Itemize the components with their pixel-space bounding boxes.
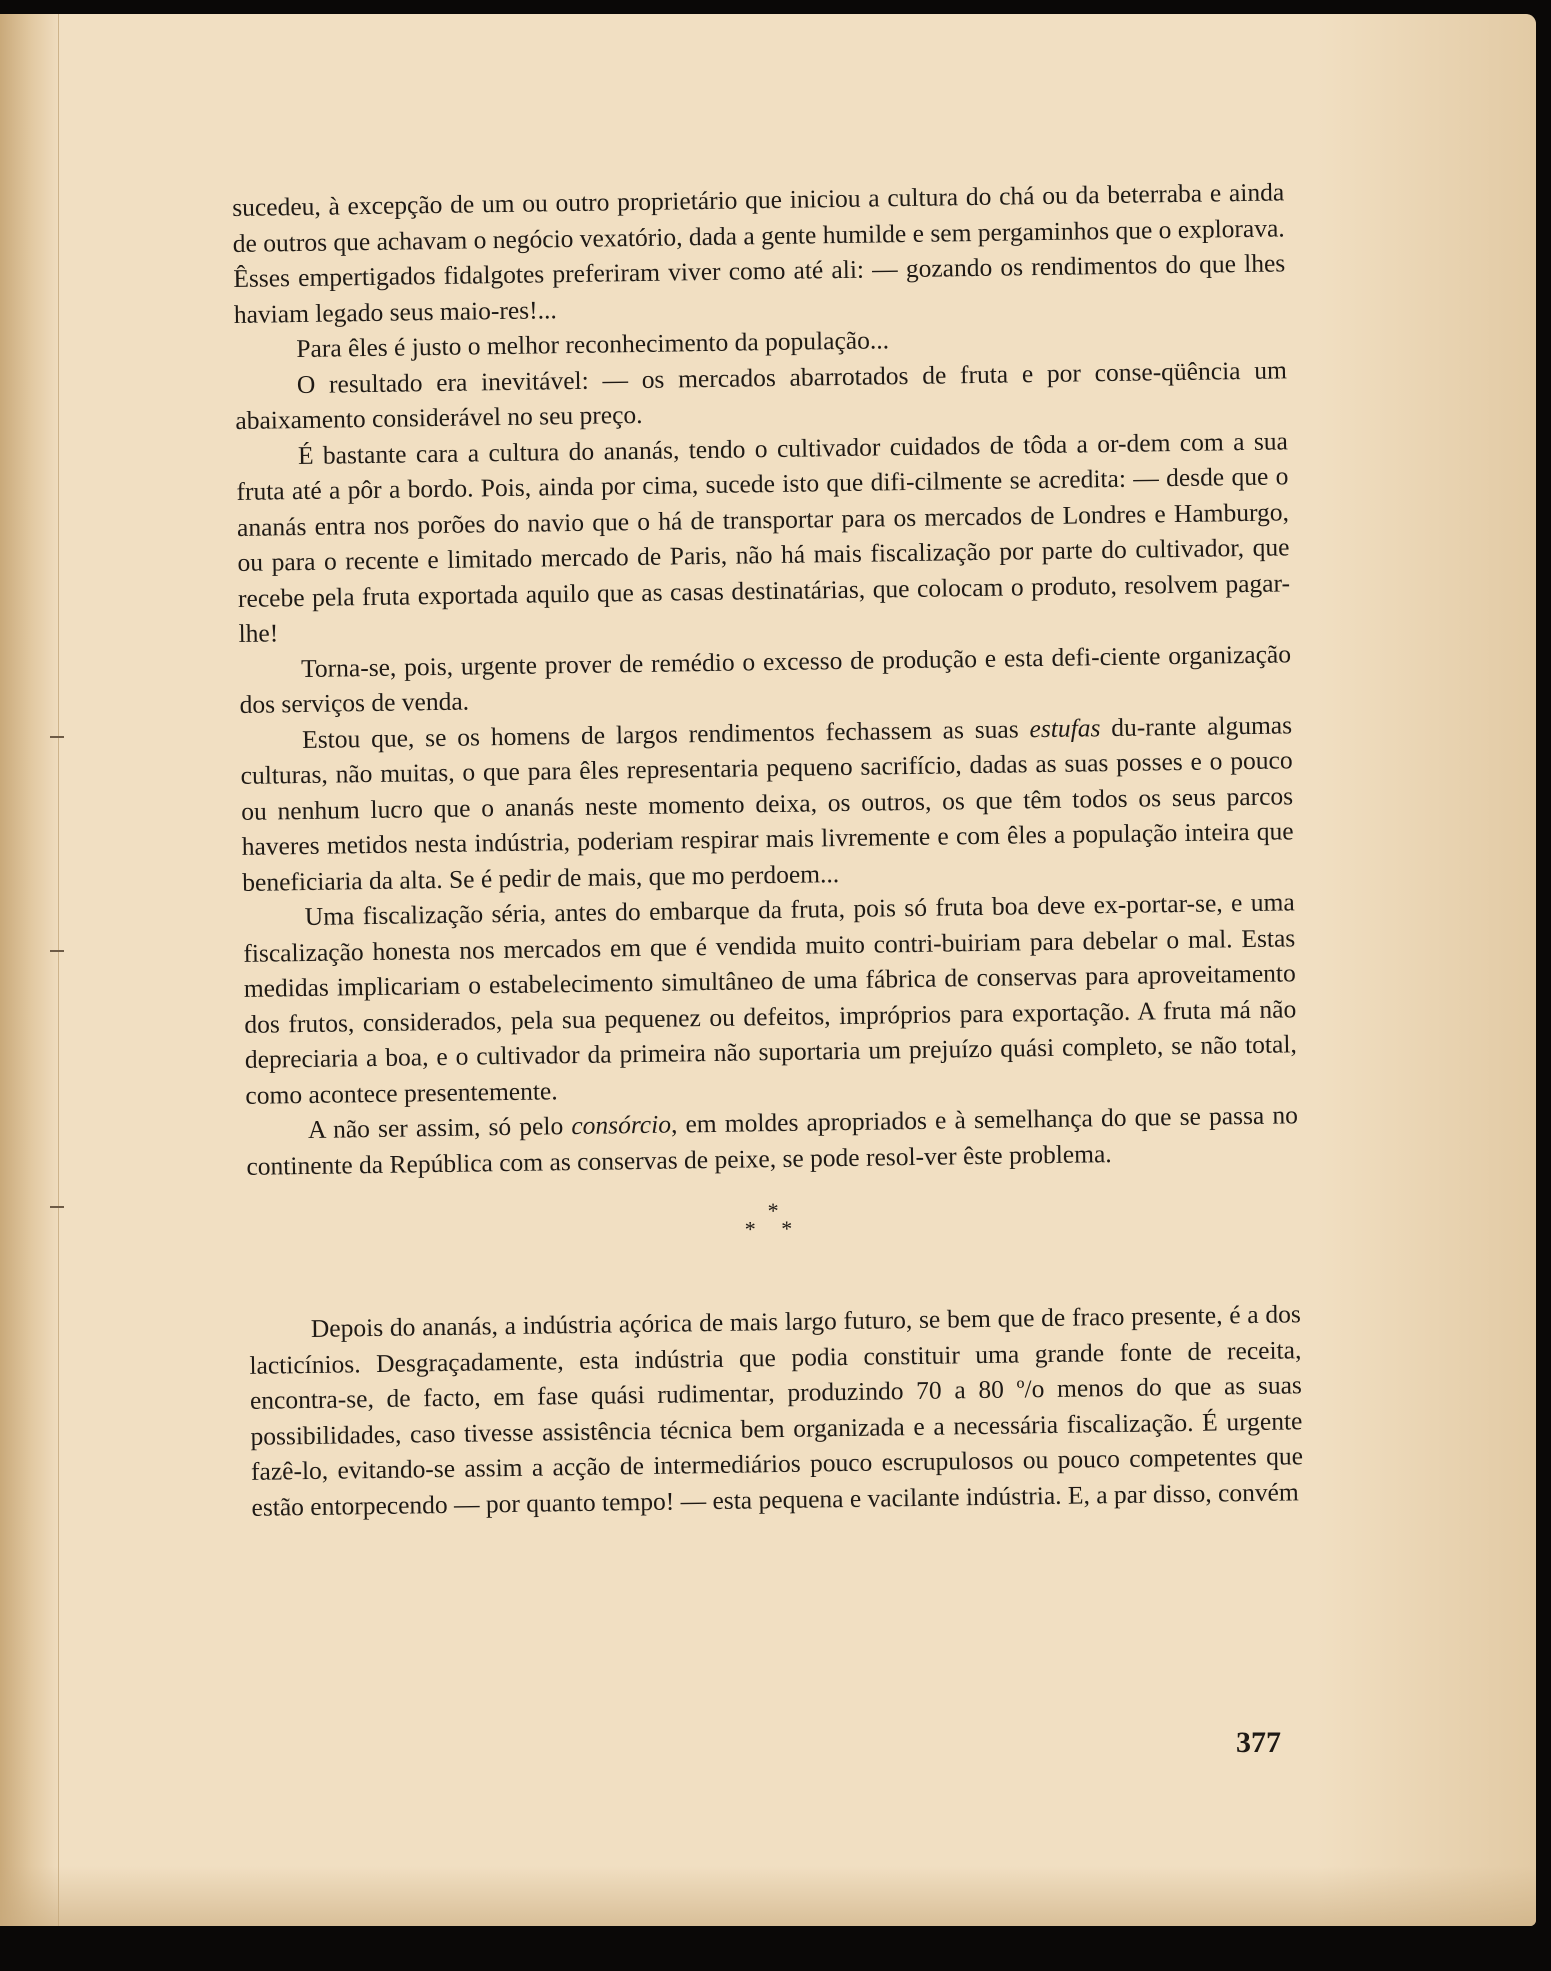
paragraph: Torna-se, pois, urgente prover de remédio o excesso de produção e esta defi-ciente organização dos serviços de venda. [239,638,1292,719]
text-run: Estou que, se os homens de largos rendimentos fechassem as suas [301,713,1030,754]
margin-mark [50,736,64,738]
text-run: A não ser assim, só pelo [307,1111,572,1144]
book-page [0,14,1536,1926]
separator-star: * [767,1197,789,1224]
separator-stars: * * [744,1215,803,1242]
book-spine [0,14,59,1926]
italic-term: consórcio [571,1109,672,1141]
paragraph: É bastante cara a cultura do ananás, tendo o cultivador cuidados de tôda a or-dem com a sua fruta até a pôr a bordo. Pois, ainda por cima, sucede isto que difi-cilmente se acredita: — desde que o ananás entra nos porões do navio que o há de transportar para os mercados de Londres e Hamburgo, ou para o recente e limitado mercado de Paris, não há mais fiscalização por parte do cultivador, que recebe pela fruta exportada aquilo que as casas destinatárias, que colocam o produto, resolvem pagar-lhe! [236,425,1291,648]
paragraph [240,707,1295,900]
paragraph: Para êles é justo o melhor reconhecimento da população... [296,325,890,364]
paragraph: Uma fiscalização séria, antes do embarque da fruta, pois só fruta boa deve ex-portar-se, e uma fiscalização honesta nos mercados em que é vendida muito contri-buiriam para debelar o mal. Estas medidas implicariam o estabelecimento simultâneo de uma fábrica de conservas para aproveitamento dos frutos, considerados, pela sua pequenez ou defeitos, impróprios para exportação. A fruta má não depreciaria a boa, e o cultivador da primeira não suportaria um prejuízo quási completo, se não total, como acontece presentemente. [243,887,1297,1110]
text-run: du-rante algumas culturas, não muitas, o que para êles representaria pequeno sacrifício, dadas as suas posses e o pouco ou nenhum lucro que o ananás neste momento deixa, os outros, os que têm todos os seus parcos haveres metidos nesta indústria, poderiam respirar mais livremente e com êles a população inteira que beneficiaria da alta. Se é pedir de mais, que mo perdoem... [240,709,1294,897]
paragraph: O resultado era inevitável: — os mercados abarrotados de fruta e por conse-qüência um abaixamento considerável no seu preço. [235,354,1287,435]
page-bottom-shading [0,1866,1536,1926]
body-text [232,174,1304,1524]
page-number: 377 [1236,1726,1281,1759]
section-separator [247,1194,1299,1246]
margin-mark [50,950,64,952]
italic-term: estufas [1029,712,1101,743]
paragraph [246,1097,1299,1184]
paragraph: Depois do ananás, a indústria açórica de mais largo futuro, se bem que de fraco presente, é a dos lacticínios. Desgraçadamente, esta indústria que podia constituir uma grande fonte de receita, encontra-se, de facto, em fase quási rudimentar, produzindo 70 a 80 º/o menos do que as suas possibilidades, caso tivesse assistência técnica bem organizada e a necessária fiscalização. É urgente fazê-lo, evitando-se assim a acção de intermediários pouco escrupulosos ou pouco competentes que estão entorpecendo — por quanto tempo! — esta pequena e vacilante indústria. E, a par disso, convém [249,1299,1304,1522]
margin-mark [50,1206,64,1208]
page-edge-shading [1316,14,1536,1926]
paragraph: sucedeu, à excepção de um ou outro proprietário que iniciou a cultura do chá ou da beterraba e ainda de outros que achavam o negócio vexatório, dada a gente humilde e sem pergaminhos que o explorava. Êsses empertigados fidalgotes preferiram viver como até ali: — gozando os rendimentos do que lhes haviam legado seus maio-res!... [232,177,1286,329]
text-run: , em moldes apropriados e à semelhança do que se passa no continente da República com as conservas de peixe, se pode resol-ver êste problema. [246,1100,1299,1181]
